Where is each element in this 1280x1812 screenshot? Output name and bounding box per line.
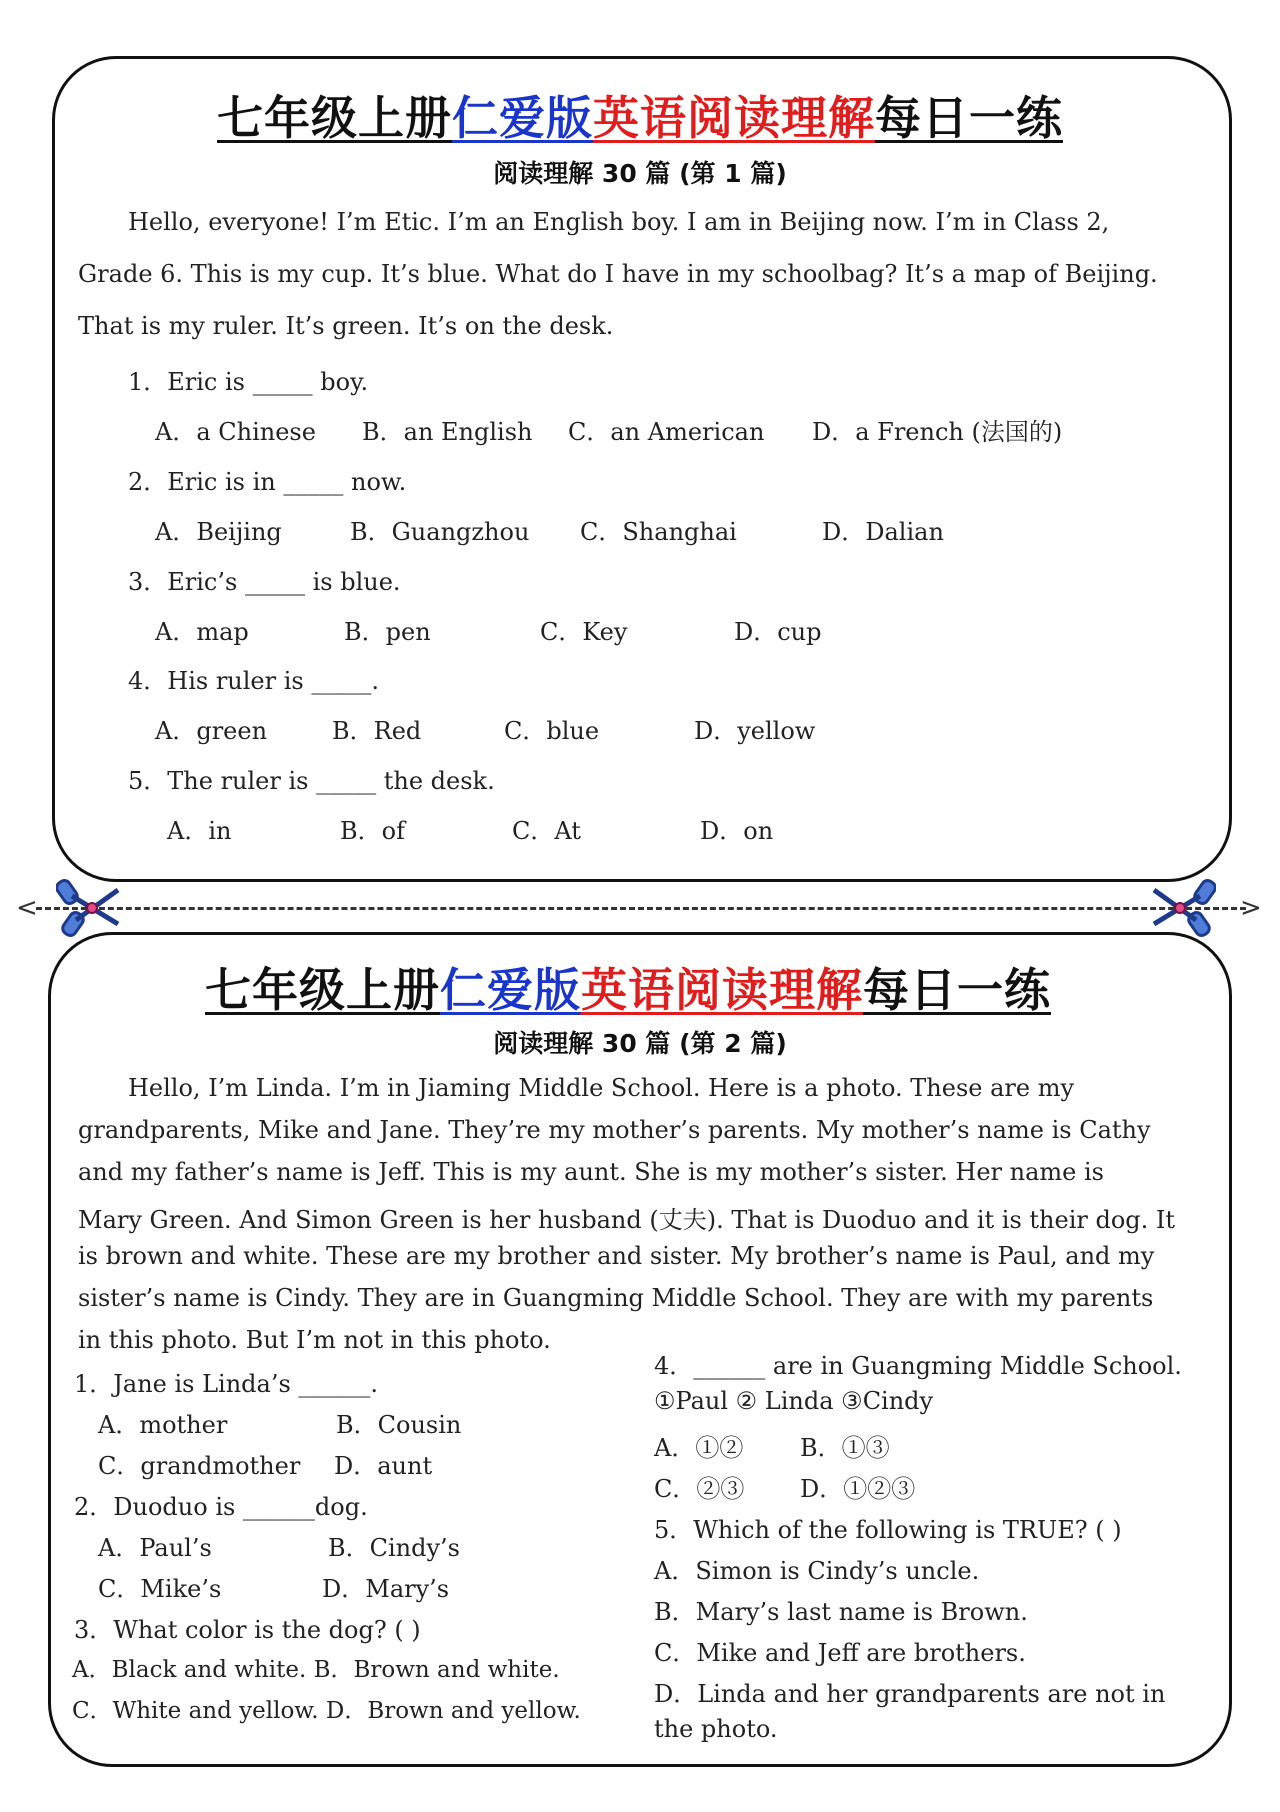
title-tail: 每日一练: [863, 963, 1051, 1017]
card2-q2-option-c: C．Mike’s: [98, 1575, 222, 1603]
card2-q4-option-c: C．②③: [654, 1475, 745, 1503]
title-tail: 每日一练: [875, 91, 1063, 145]
title-blue: 仁爱版: [440, 963, 581, 1017]
card2-q1-option-a: A．mother: [98, 1411, 228, 1439]
card2-q5-option-c: C．Mike and Jeff are brothers.: [654, 1639, 1026, 1667]
card1-q4-option-c: C．blue: [504, 717, 600, 745]
arrow-left-icon: <: [16, 893, 38, 923]
card1-q1-option-d: D．a French (法国的): [812, 418, 1063, 446]
card2-subtitle: 阅读理解 30 篇 (第 2 篇): [493, 1029, 787, 1058]
card1-q4-option-a: A．green: [155, 717, 268, 745]
arrow-right-icon: >: [1240, 893, 1262, 923]
card2-q3-options-cd: C．White and yellow. D．Brown and yellow.: [72, 1698, 581, 1724]
card2-q5-option-b: B．Mary’s last name is Brown.: [654, 1598, 1028, 1626]
card1-passage-line: Hello, everyone! I’m Etic. I’m an English boy. I am in Beijing now. I’m in Class 2,: [128, 208, 1110, 236]
card2-q3-options-ab: A．Black and white. B．Brown and white.: [72, 1657, 560, 1683]
card2-question-4: 4．______ are in Guangming Middle School.: [654, 1352, 1182, 1380]
title-blue: 仁爱版: [452, 91, 593, 145]
card1-q3-option-c: C．Key: [540, 618, 628, 646]
card2-q4-option-d: D．①②③: [800, 1475, 916, 1503]
card1-q3-option-a: A．map: [155, 618, 249, 646]
card2-title: [0, 954, 1280, 1020]
card2-question-1: 1．Jane is Linda’s ______.: [74, 1370, 379, 1398]
card2-passage-line: sister’s name is Cindy. They are in Guangming Middle School. They are with my parents: [78, 1284, 1154, 1312]
card2-q5-option-d: D．Linda and her grandparents are not in: [654, 1680, 1166, 1708]
card2-question-5: 5．Which of the following is TRUE? ( ): [654, 1516, 1122, 1544]
card1-q1-option-a: A．a Chinese: [155, 418, 316, 446]
card2-q4-option-b: B．①③: [800, 1434, 890, 1462]
card1-q1-option-c: C．an American: [568, 418, 765, 446]
card1-q2-option-d: D．Dalian: [822, 518, 944, 546]
card2-q2-option-d: D．Mary’s: [322, 1575, 450, 1603]
card1-question-1: 1．Eric is _____ boy.: [128, 368, 369, 396]
card2-q2-option-b: B．Cindy’s: [328, 1534, 460, 1562]
card2-passage-line: is brown and white. These are my brother and sister. My brother’s name is Paul, and my: [78, 1242, 1155, 1270]
card2-q5-option-d-cont: the photo.: [654, 1715, 778, 1743]
card1-subtitle: 阅读理解 30 篇 (第 1 篇): [493, 159, 787, 188]
card2-passage-line: in this photo. But I’m not in this photo.: [78, 1326, 551, 1354]
card1-q1-option-b: B．an English: [362, 418, 533, 446]
card2-q1-option-c: C．grandmother: [98, 1452, 301, 1480]
card2-q4-option-a: A．①②: [654, 1434, 744, 1462]
title-black: 七年级上册: [217, 91, 452, 145]
cut-dashed-line: [36, 907, 1246, 910]
card2-q4-choices: ①Paul ② Linda ③Cindy: [654, 1387, 934, 1415]
card1-title: [0, 82, 1280, 148]
card2-q5-option-a: A．Simon is Cindy’s uncle.: [654, 1557, 980, 1585]
card1-q4-option-b: B．Red: [332, 717, 422, 745]
card2-question-2: 2．Duoduo is ______dog.: [74, 1493, 368, 1521]
card2-q1-option-b: B．Cousin: [336, 1411, 462, 1439]
card1-question-5: 5．The ruler is _____ the desk.: [128, 767, 495, 795]
card1-q2-option-c: C．Shanghai: [580, 518, 737, 546]
card1-question-2: 2．Eric is in _____ now.: [128, 468, 407, 496]
card1-q5-option-d: D．on: [700, 817, 774, 845]
card1-passage-line: That is my ruler. It’s green. It’s on the desk.: [78, 312, 614, 340]
card1-question-3: 3．Eric’s _____ is blue.: [128, 568, 401, 596]
card1-q5-option-a: A．in: [167, 817, 232, 845]
card1-q2-option-a: A．Beijing: [155, 518, 282, 546]
title-red: 英语阅读理解: [593, 91, 875, 145]
card1-passage-line: Grade 6. This is my cup. It’s blue. What do I have in my schoolbag? It’s a map of Beijing.: [78, 260, 1158, 288]
card2-passage-line: Hello, I’m Linda. I’m in Jiaming Middle School. Here is a photo. These are my: [128, 1074, 1075, 1102]
card1-q3-option-b: B．pen: [344, 618, 431, 646]
card1-q2-option-b: B．Guangzhou: [350, 518, 530, 546]
card2-passage-line: grandparents, Mike and Jane. They’re my mother’s parents. My mother’s name is Cathy: [78, 1116, 1151, 1144]
title-red: 英语阅读理解: [581, 963, 863, 1017]
card2-passage-line: Mary Green. And Simon Green is her husband (丈夫). That is Duoduo and it is their dog. It: [78, 1206, 1176, 1234]
card1-q3-option-d: D．cup: [734, 618, 822, 646]
card2-passage-line: and my father’s name is Jeff. This is my aunt. She is my mother’s sister. Her name is: [78, 1158, 1104, 1186]
card1-question-4: 4．His ruler is _____.: [128, 667, 379, 695]
card1-q5-option-b: B．of: [340, 817, 405, 845]
card1-q5-option-c: C．At: [512, 817, 581, 845]
card2-question-3: 3．What color is the dog? ( ): [74, 1616, 421, 1644]
card2-q1-option-d: D．aunt: [334, 1452, 433, 1480]
card2-q2-option-a: A．Paul’s: [98, 1534, 212, 1562]
card1-q4-option-d: D．yellow: [694, 717, 816, 745]
title-black: 七年级上册: [205, 963, 440, 1017]
